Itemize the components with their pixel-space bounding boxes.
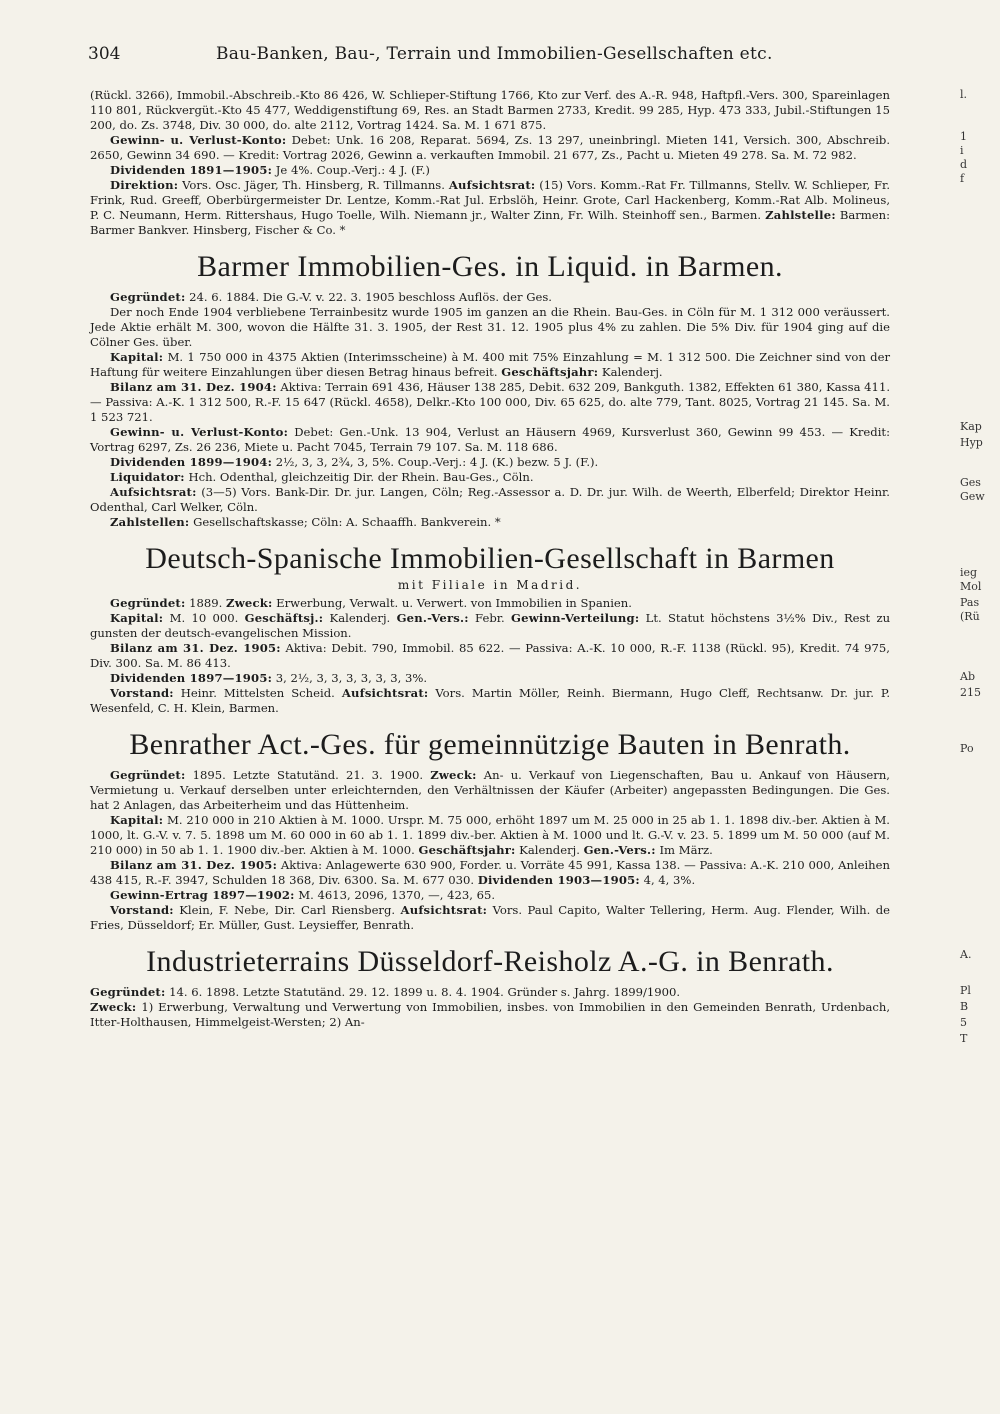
profit-loss-account: Gewinn- u. Verlust-Konto: Debet: Unk. 16 208, Reparat. 5694, Zs. 13 297, uneinbringl. Mieten 141, Versich. 300, Abschreib. 2650, Gewinn 34 690. — Kredit: Vortrag 2026, Gewinn a. verkauften Immobil. 21 677, Zs., Pacht u. Mieten 49 278. Sa. M. 72 982. bbox=[90, 133, 891, 162]
margin-fragment: l. bbox=[960, 88, 968, 101]
page-header bbox=[88, 44, 908, 74]
entry-industrieterrains bbox=[90, 945, 890, 1030]
supervisory-board: Aufsichtsrat: (3—5) Vors. Bank-Dir. Dr. jur. Langen, Cöln; Reg.-Assessor a. D. Dr. jur. Wilh. de Weerth, Elberfeld; Direktor Heinr. Odenthal, Carl Welker, Cöln. bbox=[90, 485, 890, 514]
running-head: Bau-Banken, Bau-, Terrain und Immobilien-Gesellschaften etc. bbox=[216, 44, 773, 64]
paying-agents: Zahlstellen: Gesellschaftskasse; Cöln: A. Schaaffh. Bankverein. * bbox=[110, 515, 501, 529]
founded-and-purpose: Gegründet: 1889. Zweck: Erwerbung, Verwalt. u. Verwert. von Immobilien in Spanien. bbox=[110, 596, 632, 610]
margin-fragment: ieg bbox=[960, 566, 978, 579]
margin-fragment: Mol bbox=[960, 580, 982, 593]
entry-title-deutsch-spanische: Deutsch-Spanische Immobilien-Gesellschaft in Barmen bbox=[145, 542, 835, 575]
dividends: Dividenden 1891—1905: Je 4%. Coup.-Verj.: 4 J. (F.) bbox=[110, 163, 430, 177]
margin-fragment: Hyp bbox=[960, 436, 983, 449]
entry-subtitle: mit Filiale in Madrid. bbox=[397, 578, 583, 592]
margin-fragment: Ges bbox=[960, 476, 981, 489]
entry-title-barmer: Barmer Immobilien-Ges. in Liquid. in Barmen. bbox=[197, 250, 783, 283]
margin-fragment: Kap bbox=[960, 420, 982, 433]
entry-barmer bbox=[90, 250, 890, 530]
entry-deutsch-spanische bbox=[90, 542, 890, 716]
margin-fragment: Ab bbox=[960, 670, 975, 683]
entry-title-industrieterrains: Industrieterrains Düsseldorf-Reisholz A.-G. in Benrath. bbox=[146, 945, 834, 978]
text-column bbox=[90, 88, 890, 1030]
margin-fragment: 1 bbox=[960, 130, 967, 143]
right-margin-fragments bbox=[960, 80, 1000, 1380]
margin-fragment: f bbox=[960, 172, 965, 185]
continuation-entry bbox=[90, 88, 890, 238]
directors: Direktion: Vors. Osc. Jäger, Th. Hinsberg, R. Tillmanns. Aufsichtsrat: (15) Vors. Komm.-Rat Fr. Tillmanns, Stellv. W. Schlieper, Fr. Frink, Rud. Greeff, Oberbürgermeister Dr. Lentze, Komm.-Rat Jul. Erbslöh, Heinr. Grote, Carl Hackenberg, Komm.-Rat Alb. Molineus, P. C. Neumann, Herm. Rittershaus, Hugo Toelle, Wilh. Niemann jr., Walter Zinn, Fr. Wilh. Steinhoff sen., Barmen. Zahlstelle: Barmen: Barmer Bankver. Hinsberg, Fischer & Co. * bbox=[90, 178, 891, 237]
balance-sheet: Bilanz am 31. Dez. 1904: Aktiva: Terrain 691 436, Häuser 138 285, Debit. 632 209, Bankguth. 1382, Effekten 61 380, Kassa 411. — Passiva: A.-K. 1 312 500, R.-F. 15 647 (Rückl. 4658), Delkr.-Kto 100 000, Div. 65 625, do. alte 779, Tant. 8025, Vortrag 21 145. Sa. M. 1 523 721. bbox=[90, 380, 890, 424]
continuation-balance-text: (Rückl. 3266), Immobil.-Abschreib.-Kto 86 426, W. Schlieper-Stiftung 1766, Kto zur Verf. des A.-R. 948, Haftpfl.-Vers. 300, Spareinlagen 110 801, Rückvergüt.-Kto 45 477, Weddigenstiftung 69, Res. an Stadt Barmen 2733, Kredit. 99 285, Hyp. 473 333, Jubil.-Stiftungen 15 200, do. Zs. 3748, Div. 30 000, do. alte 2112, Vortrag 1424. Sa. M. 1 671 875. bbox=[90, 88, 890, 132]
liquidator: Liquidator: Hch. Odenthal, gleichzeitig Dir. der Rhein. Bau-Ges., Cöln. bbox=[110, 470, 534, 484]
founded: Gegründet: 14. 6. 1898. Letzte Statutänd. 29. 12. 1899 u. 8. 4. 1904. Gründer s. Jahrg. 1899/1900. bbox=[90, 985, 681, 999]
founded-and-purpose: Gegründet: 1895. Letzte Statutänd. 21. 3. 1900. Zweck: An- u. Verkauf von Liegenschaften, Bau u. Ankauf von Häusern, Vermietung u. Verkauf derselben unter erleichternden, den Verhältnissen der Käufer (Arbeiter) angepassten Bedingungen. Die Ges. hat 2 Anlagen, das Arbeiterheim und das Hüttenheim. bbox=[90, 768, 890, 812]
margin-fragment: 215 bbox=[960, 686, 981, 699]
balance-sheet: Bilanz am 31. Dez. 1905: Aktiva: Debit. 790, Immobil. 85 622. — Passiva: A.-K. 10 000, R.-F. 1138 (Rückl. 95), Kredit. 74 975, Div. 300. Sa. M. 86 413. bbox=[90, 641, 890, 670]
dividends: Dividenden 1897—1905: 3, 2½, 3, 3, 3, 3, 3, 3, 3%. bbox=[110, 671, 428, 685]
margin-fragment: i bbox=[960, 144, 964, 157]
entry-title-benrather: Benrather Act.-Ges. für gemeinnützige Bauten in Benrath. bbox=[129, 728, 851, 761]
margin-fragment: Pas bbox=[960, 596, 980, 609]
capital: Kapital: M. 1 750 000 in 4375 Aktien (Interimsscheine) à M. 400 mit 75% Einzahlung = M. 1 312 500. Die Zeichner sind von der Haftung für weitere Einzahlungen über diesen Betrag hinaus befreit. Geschäftsjahr: Kalenderj. bbox=[90, 350, 890, 379]
capital: Kapital: M. 210 000 in 210 Aktien à M. 1000. Urspr. M. 75 000, erhöht 1897 um M. 25 000 in 25 ab 1. 1. 1898 div.-ber. Aktien à M. 1000, lt. G.-V. v. 7. 5. 1898 um M. 60 000 in 60 ab 1. 1. 1899 div.-ber. Aktien à M. 1000 und lt. G.-V. v. 23. 5. 1899 um M. 50 000 (auf M. 210 000) in 50 ab 1. 1. 1900 div.-ber. Aktien à M. 1000. Geschäftsjahr: Kalenderj. Gen.-Vers.: Im März. bbox=[90, 813, 890, 857]
profit-loss-account: Gewinn- u. Verlust-Konto: Debet: Gen.-Unk. 13 904, Verlust an Häusern 4969, Kursverlust 360, Gewinn 99 453. — Kredit: Vortrag 6297, Zs. 26 236, Miete u. Pacht 7045, Terrain 79 107. Sa. M. 118 686. bbox=[90, 425, 890, 454]
margin-fragment: (Rü bbox=[960, 610, 980, 623]
margin-fragment: Gew bbox=[960, 490, 985, 503]
capital: Kapital: M. 10 000. Geschäftsj.: Kalenderj. Gen.-Vers.: Febr. Gewinn-Verteilung: Lt. Statut höchstens 3½% Div., Rest zu gunsten der deutsch-evangelischen Mission. bbox=[90, 611, 891, 640]
board: Vorstand: Heinr. Mittelsten Scheid. Aufsichtsrat: Vors. Martin Möller, Reinh. Biermann, Hugo Cleff, Rechtsanw. Dr. jur. P. Wesenfeld, C. H. Klein, Barmen. bbox=[90, 686, 891, 715]
founded: Gegründet: 24. 6. 1884. Die G.-V. v. 22. 3. 1905 beschloss Auflös. der Ges. bbox=[110, 290, 552, 304]
margin-fragment: Po bbox=[960, 742, 974, 755]
margin-fragment: T bbox=[960, 1032, 968, 1045]
margin-fragment: d bbox=[960, 158, 968, 171]
purpose: Zweck: 1) Erwerbung, Verwaltung und Verwertung von Immobilien, insbes. von Immobilien in den Gemeinden Benrath, Urdenbach, Itter-Holthausen, Himmelgeist-Wersten; 2) An- bbox=[90, 1000, 891, 1029]
margin-fragment: B bbox=[960, 1000, 969, 1013]
balance-sheet: Bilanz am 31. Dez. 1905: Aktiva: Anlagewerte 630 900, Forder. u. Vorräte 45 991, Kassa 138. — Passiva: A.-K. 210 000, Anleihen 438 415, R.-F. 3947, Schulden 18 368, Div. 6300. Sa. M. 677 030. Dividenden 1903—1905: 4, 4, 3%. bbox=[90, 858, 890, 887]
margin-fragment: 5 bbox=[960, 1016, 967, 1029]
margin-fragment: Pl bbox=[960, 984, 971, 997]
board: Vorstand: Klein, F. Nebe, Dir. Carl Riensberg. Aufsichtsrat: Vors. Paul Capito, Walter Tellering, Herm. Aug. Flender, Wilh. de Fries, Düsseldorf; Er. Müller, Gust. Leysieffer, Benrath. bbox=[90, 903, 891, 932]
dividends: Dividenden 1899—1904: 2½, 3, 3, 2¾, 3, 5%. Coup.-Verj.: 4 J. (K.) bezw. 5 J. (F.). bbox=[110, 455, 599, 469]
margin-fragment: A. bbox=[960, 948, 972, 961]
terrain-note: Der noch Ende 1904 verbliebene Terrainbesitz wurde 1905 im ganzen an die Rhein. Bau-Ges. in Cöln für M. 1 312 000 veräussert. Jede Aktie erhält M. 300, wovon die Hälfte 31. 3. 1905, der Rest 31. 12. 1905 plus 4% zu zahlen. Die 5% Div. für 1904 ging auf die Cölner Ges. über. bbox=[90, 305, 890, 349]
profit-yield: Gewinn-Ertrag 1897—1902: M. 4613, 2096, 1370, —, 423, 65. bbox=[110, 888, 496, 902]
page-number: 304 bbox=[88, 44, 121, 64]
entry-benrather bbox=[90, 728, 890, 933]
